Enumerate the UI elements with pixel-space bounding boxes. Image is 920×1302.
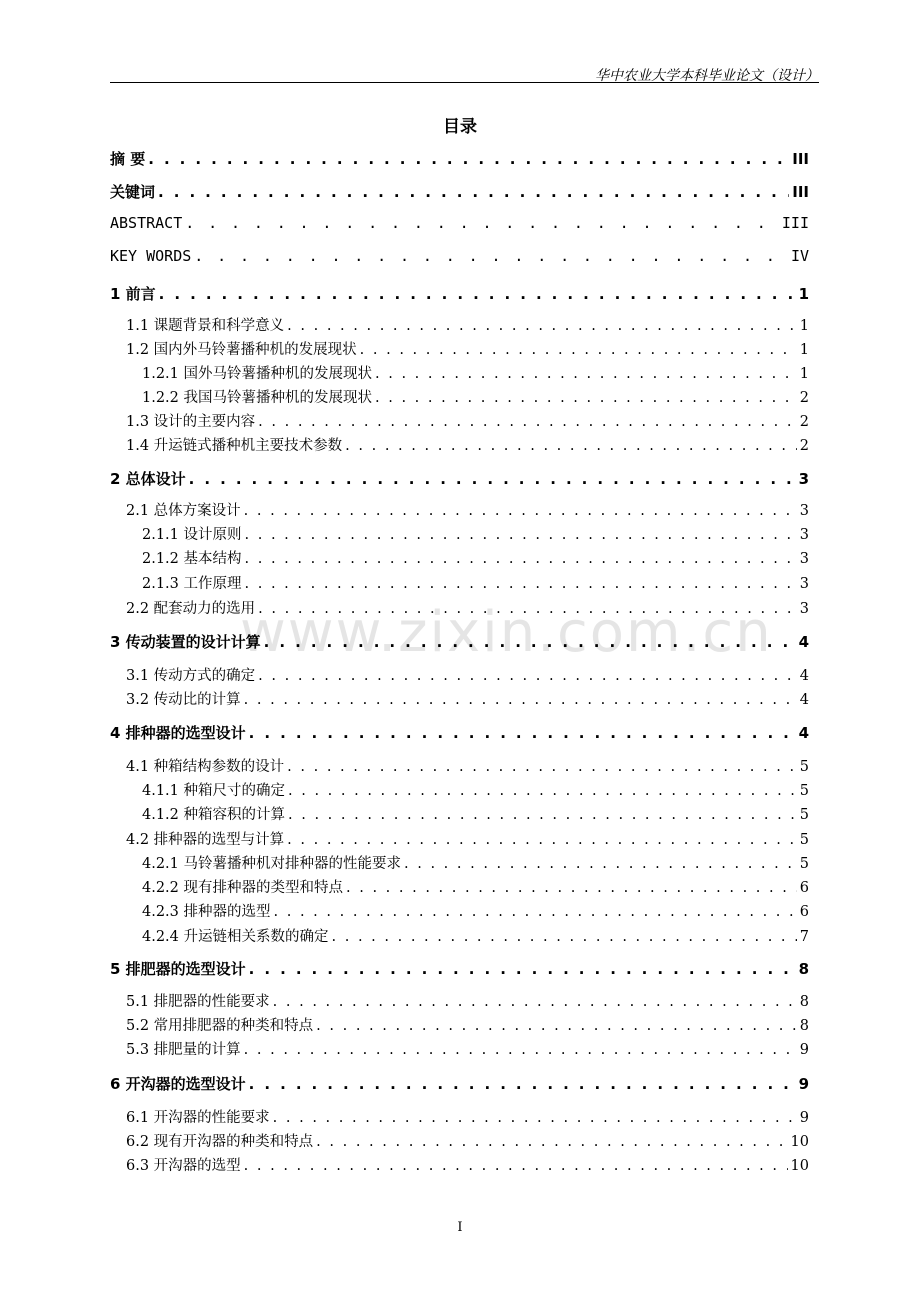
toc-entry-page: 6 [799, 904, 809, 920]
toc-entry-label: 1.3 设计的主要内容 [126, 414, 256, 430]
toc-entry-page: 6 [799, 880, 809, 896]
toc-title: 目录 [443, 117, 477, 137]
toc-entry-label: 6.1 开沟器的性能要求 [126, 1110, 270, 1126]
toc-entry-label: 4.2.2 现有排种器的类型和特点 [142, 880, 344, 896]
dot-leader [244, 1158, 788, 1174]
toc-entry[interactable] [142, 900, 809, 921]
dot-leader [249, 724, 796, 742]
toc-entry-page: 7 [799, 929, 809, 945]
toc-entry[interactable] [126, 755, 809, 776]
toc-entry-page: 4 [799, 668, 809, 684]
toc-entry-page: 9 [798, 1075, 809, 1093]
toc-entry-label: 摘 要 [110, 150, 146, 168]
dot-leader [287, 318, 797, 334]
toc-entry-page: 5 [799, 807, 809, 823]
toc-entry-page: 1 [799, 366, 809, 382]
toc-entry-page: 5 [799, 783, 809, 799]
dot-leader [288, 807, 797, 823]
toc-entry-page: 9 [799, 1110, 809, 1126]
toc-entry[interactable] [126, 1154, 809, 1175]
toc-entry-label: 4.2 排种器的选型与计算 [126, 832, 285, 848]
toc-entry[interactable] [110, 631, 809, 652]
toc-entry[interactable] [126, 688, 809, 709]
toc-entry-label: 4 排种器的选型设计 [110, 724, 246, 742]
toc-entry[interactable] [126, 499, 809, 520]
toc-entry-page: 10 [790, 1134, 809, 1150]
dot-leader [316, 1134, 787, 1150]
toc-entry-label: 6 开沟器的选型设计 [110, 1075, 246, 1093]
toc-entry[interactable] [126, 664, 809, 685]
dot-leader [189, 470, 796, 488]
toc-entry-label: 5 排肥器的选型设计 [110, 960, 246, 978]
toc-entry-page: 8 [799, 994, 809, 1010]
toc-entry-label: 3.1 传动方式的确定 [126, 668, 256, 684]
toc-entry-label: 2.1.3 工作原理 [142, 576, 242, 592]
toc-entry-page: 5 [799, 856, 809, 872]
toc-entry-label: 1.4 升运链式播种机主要技术参数 [126, 438, 343, 454]
toc-entry[interactable] [142, 779, 809, 800]
toc-entry-label: 4.1.2 种箱容积的计算 [142, 807, 286, 823]
dot-leader [288, 783, 797, 799]
toc-entry-label: 4.2.4 升运链相关系数的确定 [142, 929, 329, 945]
toc-entry[interactable] [110, 1073, 809, 1094]
toc-entry-label: 3.2 传动比的计算 [126, 692, 241, 708]
toc-entry[interactable] [110, 468, 809, 489]
dot-leader [148, 150, 789, 168]
dot-leader [258, 414, 797, 430]
toc-entry-label: 6.3 开沟器的选型 [126, 1158, 241, 1174]
toc-entry[interactable] [142, 362, 809, 383]
dot-leader [346, 880, 797, 896]
toc-entry[interactable] [126, 1038, 809, 1059]
dot-leader [245, 527, 797, 543]
toc-entry-page: 2 [799, 438, 809, 454]
toc-entry-page: 3 [798, 470, 809, 488]
toc-entry[interactable] [126, 1130, 809, 1151]
toc-entry[interactable] [126, 597, 809, 618]
toc-entry-page: 9 [799, 1042, 809, 1058]
dot-leader [274, 904, 797, 920]
dot-leader [273, 1110, 797, 1126]
toc-entry[interactable] [110, 247, 809, 265]
toc-entry-label: 2.1 总体方案设计 [126, 503, 241, 519]
toc-entry[interactable] [142, 523, 809, 544]
toc-entry[interactable] [126, 990, 809, 1011]
toc-entry[interactable] [110, 283, 809, 304]
dot-leader [245, 551, 797, 567]
toc-entry[interactable] [142, 925, 809, 946]
toc-entry-page: III [792, 150, 809, 168]
toc-entry-label: 1 前言 [110, 285, 156, 303]
toc-entry-label: 3 传动装置的设计计算 [110, 633, 261, 651]
toc-entry-page: 3 [799, 576, 809, 592]
toc-entry-label: 4.1 种箱结构参数的设计 [126, 759, 285, 775]
toc-entry-label: 5.3 排肥量的计算 [126, 1042, 241, 1058]
dot-leader [375, 366, 797, 382]
toc-entry-label: KEY WORDS [110, 247, 192, 265]
toc-entry[interactable] [126, 828, 809, 849]
toc-entry[interactable] [110, 722, 809, 743]
toc-entry-page: 3 [799, 551, 809, 567]
toc-entry-page: 2 [799, 414, 809, 430]
watermark: www.zixin.com.cn [240, 600, 773, 665]
toc-entry-label: 5.1 排肥器的性能要求 [126, 994, 270, 1010]
toc-entry-page: 1 [798, 285, 809, 303]
toc-entry-label: 4.2.3 排种器的选型 [142, 904, 271, 920]
toc-entry[interactable] [110, 214, 809, 232]
toc-entry-page: 3 [799, 527, 809, 543]
dot-leader [258, 668, 797, 684]
dot-leader [258, 601, 797, 617]
toc-entry[interactable] [126, 1014, 809, 1035]
toc-entry-label: 1.2 国内外马铃薯播种机的发展现状 [126, 342, 357, 358]
toc-entry-label: 6.2 现有开沟器的种类和特点 [126, 1134, 314, 1150]
dot-leader [159, 285, 796, 303]
toc-entry-page: 4 [798, 633, 809, 651]
dot-leader [345, 438, 797, 454]
dot-leader [249, 1075, 796, 1093]
toc-entry[interactable] [126, 338, 809, 359]
dot-leader [185, 214, 779, 232]
toc-entry[interactable] [142, 803, 809, 824]
toc-entry-label: 关键词 [110, 183, 156, 201]
toc-entry-page: 5 [799, 832, 809, 848]
dot-leader [375, 390, 797, 406]
dot-leader [287, 832, 797, 848]
toc-entry[interactable] [126, 434, 809, 455]
toc-entry[interactable] [142, 386, 809, 407]
dot-leader [264, 633, 796, 651]
toc-entry-page: 4 [798, 724, 809, 742]
toc-entry-label: 2.1.1 设计原则 [142, 527, 242, 543]
toc-entry-page: 8 [798, 960, 809, 978]
toc-entry-page: IV [790, 247, 809, 265]
dot-leader [245, 576, 797, 592]
toc-entry[interactable] [110, 148, 809, 169]
toc-entry-page: 1 [799, 342, 809, 358]
toc-entry-page: 2 [799, 390, 809, 406]
dot-leader [244, 1042, 797, 1058]
dot-leader [273, 994, 797, 1010]
toc-entry[interactable] [142, 572, 809, 593]
dot-leader [360, 342, 797, 358]
toc-entry-page: 1 [799, 318, 809, 334]
toc-entry[interactable] [110, 181, 809, 202]
page-number: I [457, 1220, 463, 1235]
toc-entry-label: 4.2.1 马铃薯播种机对排种器的性能要求 [142, 856, 402, 872]
dot-leader [287, 759, 797, 775]
toc-entry[interactable] [110, 958, 809, 979]
toc-entry-label: ABSTRACT [110, 214, 183, 232]
dot-leader [244, 503, 797, 519]
toc-entry-label: 2.2 配套动力的选用 [126, 601, 256, 617]
toc-entry[interactable] [142, 547, 809, 568]
toc-entry-page: III [781, 214, 809, 232]
dot-leader [404, 856, 797, 872]
dot-leader [332, 929, 797, 945]
toc-entry-label: 2 总体设计 [110, 470, 186, 488]
toc-entry-page: 10 [790, 1158, 809, 1174]
dot-leader [158, 183, 789, 201]
dot-leader [316, 1018, 797, 1034]
toc-entry-page: 3 [799, 601, 809, 617]
toc-entry[interactable] [126, 314, 809, 335]
toc-entry-page: 5 [799, 759, 809, 775]
toc-entry[interactable] [142, 852, 809, 873]
dot-leader [249, 960, 796, 978]
toc-entry-label: 5.2 常用排肥器的种类和特点 [126, 1018, 314, 1034]
toc-entry-label: 1.1 课题背景和科学意义 [126, 318, 285, 334]
dot-leader [194, 247, 788, 265]
dot-leader [244, 692, 797, 708]
toc-entry-label: 2.1.2 基本结构 [142, 551, 242, 567]
toc-entry[interactable] [142, 876, 809, 897]
toc-entry-page: 8 [799, 1018, 809, 1034]
toc-entry-page: III [792, 183, 809, 201]
toc-entry-page: 4 [799, 692, 809, 708]
toc-entry-label: 1.2.1 国外马铃薯播种机的发展现状 [142, 366, 373, 382]
toc-entry[interactable] [126, 1106, 809, 1127]
page-header [110, 64, 819, 83]
toc-entry-label: 1.2.2 我国马铃薯播种机的发展现状 [142, 390, 373, 406]
toc-entry-label: 4.1.1 种箱尺寸的确定 [142, 783, 286, 799]
toc-entry-page: 3 [799, 503, 809, 519]
header-text: 华中农业大学本科毕业论文（设计） [595, 68, 819, 84]
toc-entry[interactable] [126, 410, 809, 431]
